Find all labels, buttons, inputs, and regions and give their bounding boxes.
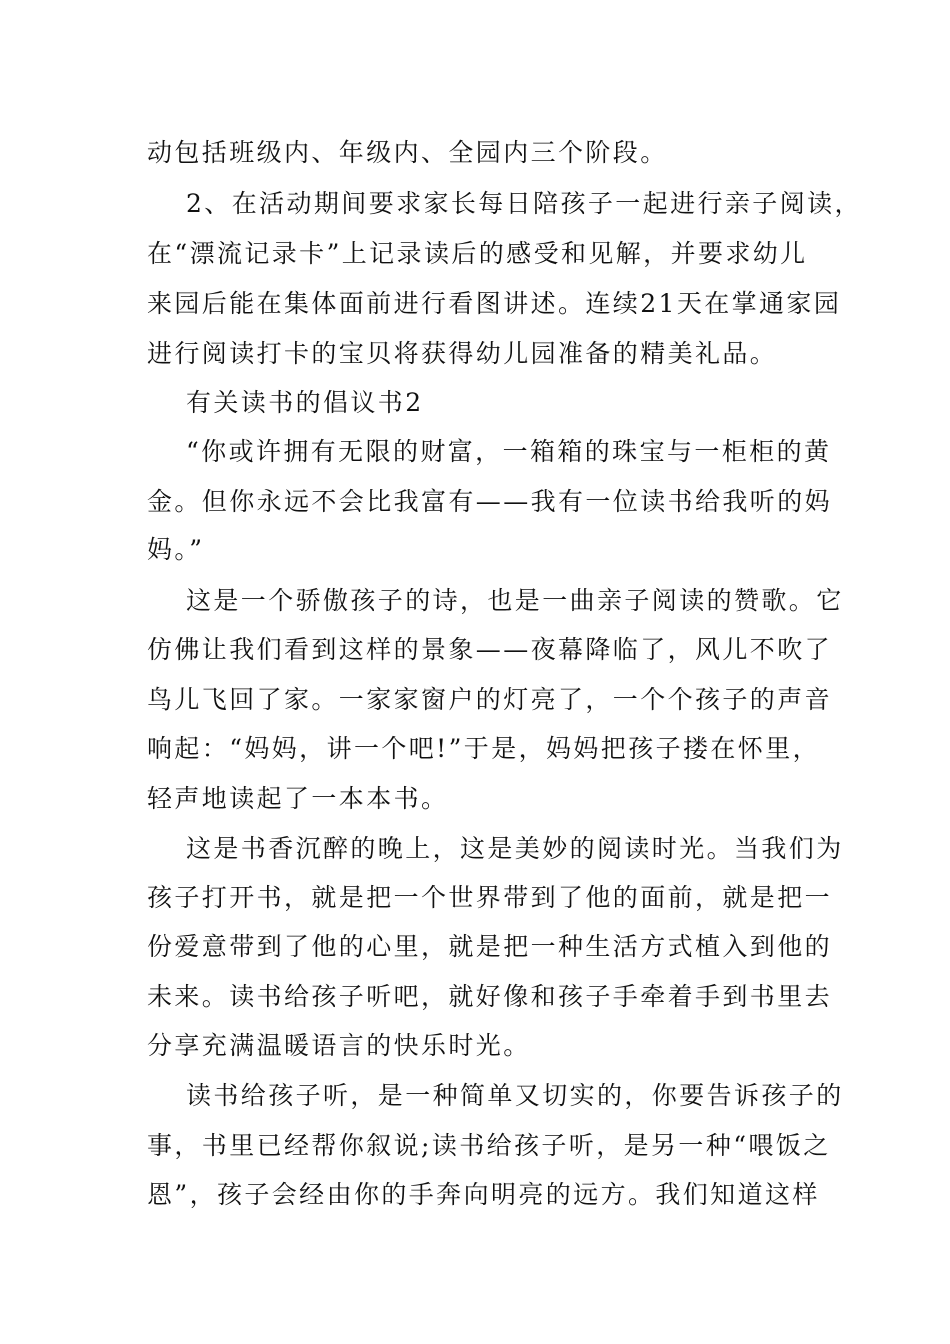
text-line: 这是一个骄傲孩子的诗，也是一曲亲子阅读的赞歌。它 bbox=[186, 586, 844, 615]
text-line: 鸟儿飞回了家。一家家窗户的灯亮了，一个个孩子的声音 bbox=[147, 685, 833, 714]
text-line: 分享充满温暖语言的快乐时光。 bbox=[147, 1031, 531, 1060]
text-line: 仿佛让我们看到这样的景象——夜幕降临了，风儿不吹了 bbox=[147, 635, 833, 664]
text-line: 进行阅读打卡的宝贝将获得幼儿园准备的精美礼品。 bbox=[147, 339, 778, 368]
text-line: 2、在活动期间要求家长每日陪孩子一起进行亲子阅读， bbox=[186, 189, 862, 218]
text-line: 未来。读书给孩子听吧，就好像和孩子手牵着手到书里去 bbox=[147, 982, 833, 1011]
text-line: 孩子打开书，就是把一个世界带到了他的面前，就是把一 bbox=[147, 883, 833, 912]
text-line: 这是书香沉醉的晚上，这是美妙的阅读时光。当我们为 bbox=[186, 834, 844, 863]
text-line: 读书给孩子听，是一种简单又切实的，你要告诉孩子的 bbox=[186, 1081, 844, 1110]
text-line: 响起：“妈妈，讲一个吧!”于是，妈妈把孩子搂在怀里， bbox=[147, 734, 821, 763]
section-heading: 有关读书的倡议书2 bbox=[186, 388, 424, 417]
text-line: 在“漂流记录卡”上记录读后的感受和见解，并要求幼儿 bbox=[147, 239, 808, 268]
text-line: 恩”，孩子会经由你的手奔向明亮的远方。我们知道这样 bbox=[147, 1180, 820, 1209]
text-line: 事，书里已经帮你叙说;读书给孩子听，是另一种“喂饭之 bbox=[147, 1131, 831, 1160]
text-line: 金。但你永远不会比我富有——我有一位读书给我听的妈 bbox=[147, 487, 833, 516]
text-line: “你或许拥有无限的财富，一箱箱的珠宝与一柜柜的黄 bbox=[186, 437, 832, 466]
text-line: 动包括班级内、年级内、全园内三个阶段。 bbox=[147, 138, 668, 167]
text-line: 妈。” bbox=[147, 535, 205, 564]
text-line: 来园后能在集体面前进行看图讲述。连续21天在掌通家园 bbox=[147, 289, 842, 318]
text-line: 轻声地读起了一本本书。 bbox=[147, 784, 449, 813]
text-line: 份爱意带到了他的心里，就是把一种生活方式植入到他的 bbox=[147, 932, 833, 961]
